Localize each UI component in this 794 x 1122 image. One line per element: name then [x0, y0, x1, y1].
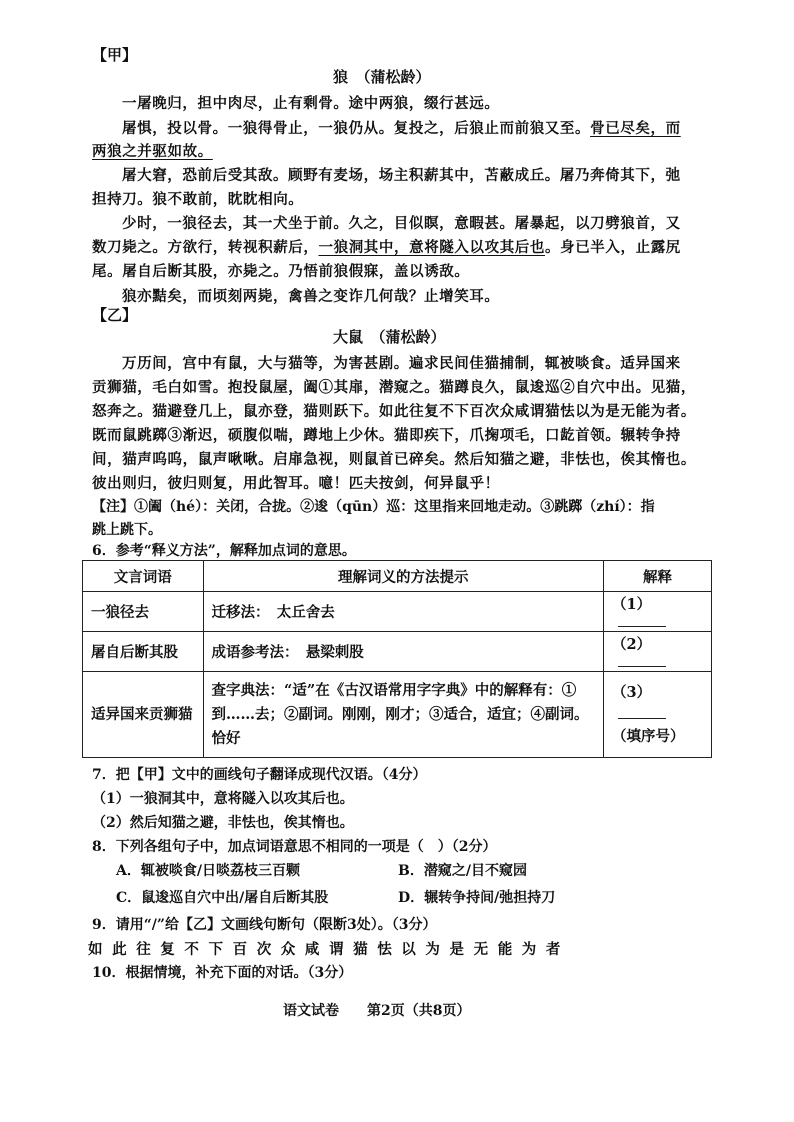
table-row: [83, 632, 712, 672]
question-6: 6．参考“释义方法”，解释加点词的意思。: [92, 543, 356, 559]
jia-line-3: 两狼之并驱如故。: [92, 143, 213, 160]
section-jia-tag: 【甲】: [92, 46, 138, 64]
answer-blank-3[interactable]: [618, 706, 666, 719]
q9-sentence: 如此往复不下百次众咸谓猫怯以为是无能为者: [88, 941, 570, 958]
question-7: 7．把【甲】文中的画线句子翻译成现代汉语。（4分）: [92, 767, 427, 783]
row3-hint: 查字典法：“适”在《古汉语常用字字典》中的解释有：①到……去；②副词。刚刚，刚才；③适合，适宜；④副词。恰好: [203, 672, 603, 758]
q7-sentence-2: （2）然后知猫之避，非怯也，俟其惰也。: [92, 815, 354, 831]
section-yi-tag: 【乙】: [92, 306, 138, 324]
jia-title: 狼 （蒲松龄）: [333, 68, 431, 86]
row3-word: 适异国来贡狮猫: [83, 672, 204, 758]
jia-line-9: 狼亦黠矣，而顷刻两毙，禽兽之变诈几何哉？止增笑耳。: [122, 288, 500, 305]
header-word: 文言词语: [83, 561, 204, 592]
row1-word: 一狼径去: [83, 592, 204, 632]
question-9: 9．请用“/”给【乙】文画线句断句（限断3处）。（3分）: [92, 917, 437, 933]
row2-answer: （2）: [604, 632, 712, 672]
underlined-sentence-a: 骨已尽矣，而: [590, 120, 681, 137]
table-header-row: [83, 561, 712, 592]
table-row: [83, 672, 712, 758]
yi-line-6: 彼出则归，彼归则复，用此智耳。噫！匹夫按剑，何异鼠乎！: [92, 475, 500, 492]
q8-option-b[interactable]: B．潜窥之/目不窥园: [398, 863, 527, 879]
underlined-sentence-b: 一狼洞其中，意将隧入以攻其后也: [318, 239, 545, 256]
jia-line-7: 数刀毙之。方欲行，转视积薪后，一狼洞其中，意将隧入以攻其后也。身已半入，止露尻: [92, 239, 681, 256]
q8-option-d[interactable]: D．辗转争持间/弛担持刀: [398, 890, 556, 906]
yi-line-3: 怒奔之。猫避登几上，鼠亦登，猫则跃下。如此往复不下百次众咸谓猫怯以为是无能为者。: [92, 403, 696, 420]
answer-blank-2[interactable]: [618, 654, 666, 667]
yi-line-4: 既而鼠跳踯③渐迟，硕腹似喘，蹲地上少休。猫即疾下，爪掬项毛，口龁首领。辗转争持: [92, 427, 681, 444]
page-footer: 语文试卷 第2页（共8页）: [283, 1003, 471, 1019]
notes-line-2: 跳上跳下。: [92, 522, 162, 538]
yi-line-2: 贡狮猫，毛白如雪。抱投鼠屋，阖①其扉，潜窥之。猫蹲良久，鼠逡巡②自穴中出。见猫，: [92, 379, 696, 396]
answer-blank-1[interactable]: [618, 614, 666, 627]
jia-line-1: 一屠晚归，担中肉尽，止有剩骨。途中两狼，缀行甚远。: [122, 95, 500, 112]
jia-line-6: 少时，一狼径去，其一犬坐于前。久之，目似瞑，意暇甚。屠暴起，以刀劈狼首，又: [122, 215, 681, 232]
q8-option-c[interactable]: C．鼠逡巡自穴中出/屠自后断其股: [116, 890, 329, 906]
row1-answer: （1）: [604, 592, 712, 632]
question-10: 10．根据情境，补充下面的对话。（3分）: [92, 965, 353, 981]
row3-answer: （3） （填序号）: [604, 672, 712, 758]
row1-hint: 迁移法： 太丘舍去: [203, 592, 603, 632]
yi-title: 大鼠 （蒲松龄）: [333, 328, 446, 346]
row2-word: 屠自后断其股: [83, 632, 204, 672]
jia-line-5: 担持刀。狼不敢前，眈眈相向。: [92, 191, 304, 208]
header-hint: 理解词义的方法提示: [203, 561, 603, 592]
question-8: 8．下列各组句子中，加点词语意思不相同的一项是（ ）（2分）: [92, 839, 497, 855]
yi-line-5: 间，猫声呜呜，鼠声啾啾。启扉急视，则鼠首已碎矣。然后知猫之避，非怯也，俟其惰也。: [92, 451, 696, 468]
jia-line-8: 尾。屠自后断其股，亦毙之。乃悟前狼假寐，盖以诱敌。: [92, 263, 470, 280]
jia-line-4: 屠大窘，恐前后受其敌。顾野有麦场，场主积薪其中，苫蔽成丘。屠乃奔倚其下，弛: [122, 167, 681, 184]
header-answer: 解释: [604, 561, 712, 592]
row2-hint: 成语参考法： 悬梁刺股: [203, 632, 603, 672]
yi-line-1: 万历间，宫中有鼠，大与猫等，为害甚剧。遍求民间佳猫捕制，辄被啖食。适异国来: [122, 355, 681, 372]
q6-table: [82, 560, 712, 758]
table-row: [83, 592, 712, 632]
q8-option-a[interactable]: A．辄被啖食/日啖荔枝三百颗: [116, 863, 300, 879]
jia-line-2: 屠惧，投以骨。一狼得骨止，一狼仍从。复投之，后狼止而前狼又至。骨已尽矣，而: [122, 120, 681, 137]
q7-sentence-1: （1）一狼洞其中，意将隧入以攻其后也。: [92, 791, 354, 807]
notes-line-1: 【注】①阖（hé）：关闭，合拢。②逡（qūn）巡：这里指来回地走动。③跳踯（zhí）：指: [92, 499, 655, 515]
